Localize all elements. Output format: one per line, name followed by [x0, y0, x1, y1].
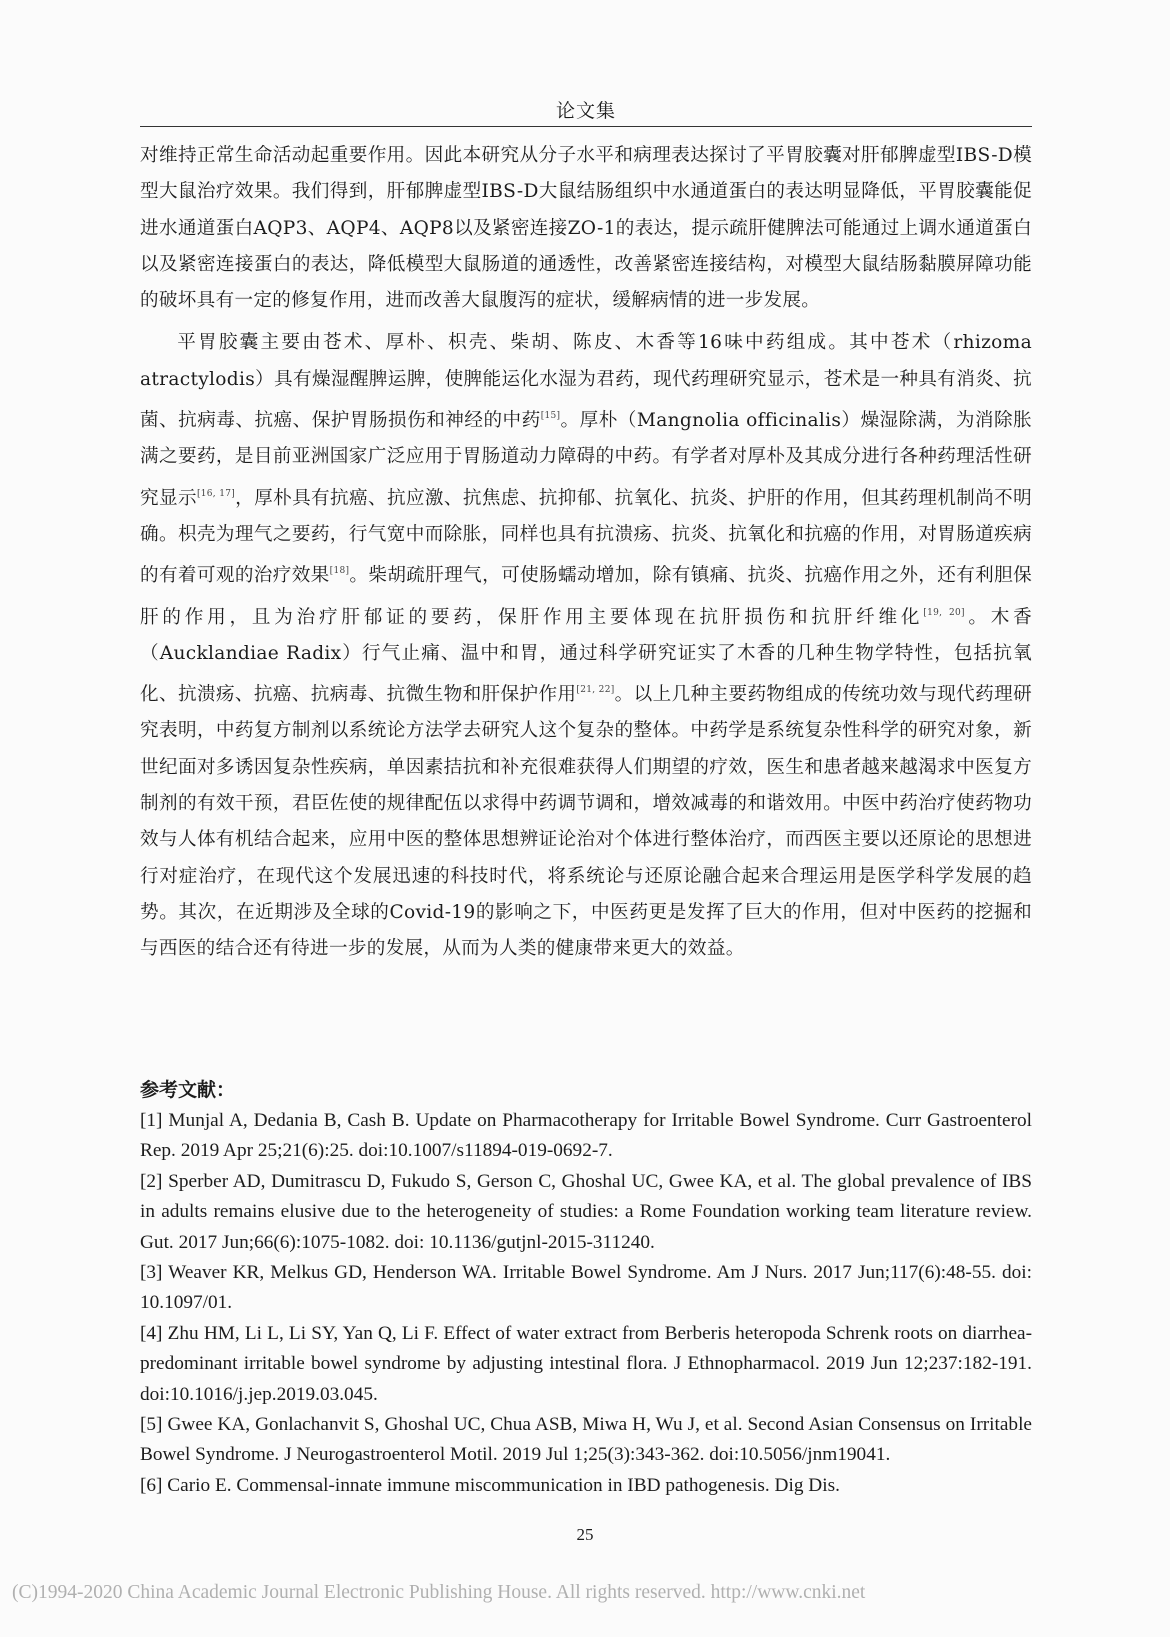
citation-18[interactable]: [18]	[329, 566, 350, 577]
header-rule	[140, 126, 1032, 127]
p2-text-6: 。以上几种主要药物组成的传统功效与现代药理研究表明，中药复方制剂以系统论方法学去研究人这个复杂的整体。中药学是系统复杂性科学的研究对象，新世纪面对多诱因复杂性疾病，单因素拮抗和补充很难获得人们期望的疗效，医生和患者越来越渴求中医复方制剂的有效干预，君臣佐使的规律配伍以求得中药调节调和，增效减毒的和谐效用。中医中药治疗使药物功效与人体有机结合起来，应用中医的整体思想辨证论治对个体进行整体治疗，而西医主要以还原论的思想进行对症治疗，在现代这个发展迅速的科技时代，将系统论与还原论融合起来合理运用是医学科学发展的趋势。其次，在近期涉及全球的Covid-19的影响之下，中医药更是发挥了巨大的作用，但对中医药的挖掘和与西医的结合还有待进一步的发展，从而为人类的健康带来更大的效益。	[140, 684, 1032, 960]
p2-text-1: 平胃胶囊主要由苍术、厚朴、枳壳、柴胡、陈皮、木香等16味中药组成。其中苍术（rhizoma atractylodis）具有燥湿醒脾运脾，使脾能运化水湿为君药，现代药理研究显示，苍术是一种具有消炎、抗菌、抗病毒、抗癌、保护胃肠损伤和神经的中药	[140, 332, 1032, 432]
running-header: 论文集	[555, 100, 616, 122]
reference-item: [5] Gwee KA, Gonlachanvit S, Ghoshal UC, Chua ASB, Miwa H, Wu J, et al. Second Asian Consensus on Irritable Bowel Syndrome. J Neurogastroenterol Motil. 2019 Jul 1;25(3):343-362. doi:10.5056/jnm19041.	[140, 1414, 1032, 1466]
p2-text-4: 。柴胡疏肝理气，可使肠蠕动增加，除有镇痛、抗炎、抗癌作用之外，还有利胆保肝的作用，且为治疗肝郁证的要药，保肝作用主要体现在抗肝损伤和抗肝纤维化	[140, 565, 1032, 628]
p2-text-2: 。厚朴（Mangnolia officinalis）燥湿除满，为消除胀满之要药，是目前亚洲国家广泛应用于胃肠道动力障碍的中药。有学者对厚朴及其成分进行各种药理活性研究显示	[140, 410, 1032, 509]
reference-item: [2] Sperber AD, Dumitrascu D, Fukudo S, Gerson C, Ghoshal UC, Gwee KA, et al. The global prevalence of IBS in adults remains elusive due to the heterogeneity of studies: a Rome Foundation working team literature review. Gut. 2017 Jun;66(6):1075-1082. doi: 10.1136/gutjnl-2015-311240.	[140, 1170, 1032, 1253]
citation-16-17[interactable]: [16, 17]	[196, 488, 236, 499]
copyright-watermark: (C)1994-2020 China Academic Journal Electronic Publishing House. All rights reserved. http://www.cnki.net	[12, 1582, 866, 1603]
references-list	[140, 1106, 1032, 1501]
citation-21-22[interactable]: [21, 22]	[576, 685, 615, 696]
reference-item: [6] Cario E. Commensal-innate immune miscommunication in IBD pathogenesis. Dig Dis.	[140, 1474, 840, 1496]
citation-15[interactable]: [15]	[540, 411, 561, 422]
paragraph-2	[140, 325, 1032, 967]
citation-19-20[interactable]: [19, 20]	[923, 607, 965, 618]
reference-item: [4] Zhu HM, Li L, Li SY, Yan Q, Li F. Effect of water extract from Berberis heteropoda Schrenk roots on diarrhea-predominant irritable bowel syndrome by adjusting intestinal flora. J Ethnopharmacol. 2019 Jun 12;237:182-191. doi:10.1016/j.jep.2019.03.045.	[140, 1322, 1032, 1405]
p2-text-5: 。木香（Aucklandiae Radix）行气止痛、温中和胃，通过科学研究证实了木香的几种生物学特性，包括抗氧化、抗溃疡、抗癌、抗病毒、抗微生物和肝保护作用	[140, 606, 1032, 706]
p2-text-3: ，厚朴具有抗癌、抗应激、抗焦虑、抗抑郁、抗氧化、抗炎、护肝的作用，但其药理机制尚不明确。枳壳为理气之要药，行气宽中而除胀，同样也具有抗溃疡、抗炎、抗氧化和抗癌的作用，对胃肠道疾病的有着可观的治疗效果	[140, 487, 1032, 587]
reference-item: [1] Munjal A, Dedania B, Cash B. Update on Pharmacotherapy for Irritable Bowel Syndrome. Curr Gastroenterol Rep. 2019 Apr 25;21(6):25. doi:10.1007/s11894-019-0692-7.	[140, 1110, 1032, 1162]
paragraph-1: 对维持正常生命活动起重要作用。因此本研究从分子水平和病理表达探讨了平胃胶囊对肝郁脾虚型IBS-D模型大鼠治疗效果。我们得到，肝郁脾虚型IBS-D大鼠结肠组织中水通道蛋白的表达明显降低，平胃胶囊能促进水通道蛋白AQP3、AQP4、AQP8以及紧密连接ZO-1的表达，提示疏肝健脾法可能通过上调水通道蛋白以及紧密连接蛋白的表达，降低模型大鼠肠道的通透性，改善紧密连接结构，对模型大鼠结肠黏膜屏障功能的破坏具有一定的修复作用，进而改善大鼠腹泻的症状，缓解病情的进一步发展。	[140, 145, 1032, 312]
references-heading: 参考文献：	[140, 1079, 236, 1101]
page-number: 25	[576, 1525, 594, 1544]
body-text	[140, 138, 1032, 968]
reference-item: [3] Weaver KR, Melkus GD, Henderson WA. Irritable Bowel Syndrome. Am J Nurs. 2017 Jun;117(6):48-55. doi: 10.1097/01.	[140, 1262, 1032, 1314]
